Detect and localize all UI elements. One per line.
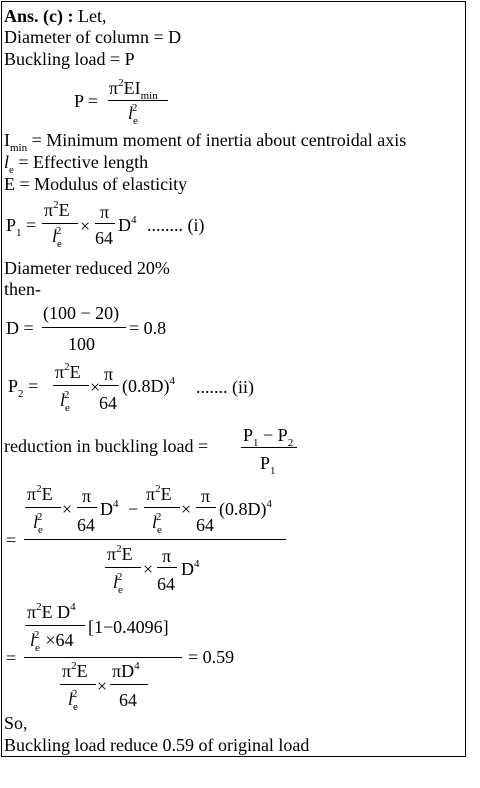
e: E — [69, 362, 81, 382]
l: l — [68, 689, 74, 709]
pi: π — [27, 484, 37, 504]
times-sign: × — [90, 377, 101, 397]
sub: 2 — [18, 388, 24, 400]
l-symbol: l — [128, 103, 134, 123]
n-pi2e-b — [146, 484, 172, 507]
d-numerator: (100 − 20) — [43, 303, 120, 323]
times-64: ×64 — [45, 630, 74, 650]
sup: 2 — [71, 688, 78, 700]
fraction-bar — [144, 507, 180, 508]
pi: π — [82, 486, 92, 506]
p-symbol: P — [6, 215, 17, 235]
pi: π — [146, 484, 156, 504]
minus: − — [263, 425, 274, 445]
conclusion-line: Buckling load reduce 0.59 of original load — [4, 735, 310, 755]
imin-line — [4, 130, 406, 153]
min-sub: min — [140, 90, 158, 102]
sixty-four: 64 — [77, 515, 95, 535]
d: D — [181, 559, 194, 579]
fraction-bar — [157, 567, 177, 568]
l-symbol: l — [4, 152, 10, 172]
final-result: = 0.59 — [188, 647, 235, 667]
pi: π — [62, 661, 72, 681]
equals: = — [26, 215, 37, 235]
d: D — [100, 499, 113, 519]
pi: π — [107, 544, 117, 564]
fraction-bar — [42, 223, 78, 224]
pi: π — [27, 602, 37, 622]
sub: e — [38, 524, 43, 536]
fraction-bar — [42, 327, 126, 328]
let-text: Let, — [73, 6, 107, 26]
sup: 2 — [155, 483, 161, 495]
sup: 2 — [33, 629, 40, 641]
fraction-bar — [108, 100, 168, 101]
times: × — [62, 499, 73, 519]
p: P — [243, 425, 254, 445]
p: P — [8, 376, 19, 396]
sup: 4 — [194, 558, 200, 570]
sup: 2 — [116, 571, 123, 583]
answer-heading — [4, 6, 107, 26]
sup: 4 — [169, 375, 175, 387]
point-eight-d4 — [219, 499, 272, 522]
sub: e — [133, 115, 138, 127]
d-pi2e — [62, 661, 88, 684]
equation-i-label: ........ (i) — [147, 215, 205, 235]
sup: 2 — [64, 361, 70, 373]
sup: 4 — [131, 214, 137, 226]
l: l — [52, 226, 58, 246]
ei-text: EI — [123, 78, 141, 98]
le-definition: = Effective length — [18, 152, 149, 172]
sub: e — [73, 701, 78, 713]
fraction-bar — [25, 507, 61, 508]
pi: π — [55, 362, 65, 382]
e: E — [121, 544, 133, 564]
fraction-bar — [241, 447, 297, 448]
sixty-four: 64 — [119, 690, 137, 710]
sup: 2 — [55, 225, 62, 237]
l: l — [60, 390, 66, 410]
sup: 2 — [118, 77, 124, 89]
sup: 4 — [70, 601, 76, 613]
fraction-bar — [95, 223, 115, 224]
bracket-term: [1−0.4096] — [88, 617, 169, 637]
sup: 4 — [113, 498, 119, 510]
pi: π — [100, 202, 110, 222]
p-equals: P = — [74, 91, 98, 111]
l: l — [30, 630, 36, 650]
sup: 2 — [36, 483, 42, 495]
main-fraction-bar — [24, 539, 286, 540]
sixty-four: 64 — [95, 228, 113, 248]
d-result: = 0.8 — [129, 318, 167, 338]
sub: 1 — [253, 437, 259, 449]
e: E — [76, 661, 88, 681]
times-sign: × — [80, 216, 91, 236]
sup: 2 — [116, 543, 122, 555]
sixty-four: 64 — [196, 515, 214, 535]
p1-num — [44, 200, 70, 223]
times: × — [181, 499, 192, 519]
sup: 2 — [155, 511, 162, 523]
p: P — [277, 425, 288, 445]
equals: = — [6, 648, 17, 668]
d-le2 — [113, 572, 128, 595]
fraction-bar — [25, 625, 85, 626]
sup: 2 — [63, 389, 70, 401]
d-denominator: 100 — [68, 334, 95, 354]
times: × — [143, 559, 154, 579]
sup: 2 — [36, 511, 43, 523]
sub: e — [57, 238, 62, 250]
e-line: E = Modulus of elasticity — [4, 174, 188, 194]
pi: π — [44, 200, 54, 220]
n-le2-b — [152, 512, 167, 535]
so-line: So, — [4, 713, 28, 733]
equation-ii-label: ....... (ii) — [196, 377, 254, 397]
sup: 2 — [36, 601, 42, 613]
d4 — [181, 559, 200, 582]
fraction-bar — [53, 385, 89, 386]
le-line — [4, 152, 148, 175]
d: D — [118, 215, 131, 235]
buckling-line: Buckling load = P — [4, 49, 135, 69]
p2-num — [55, 362, 81, 385]
sup: 2 — [131, 102, 138, 114]
l: l — [113, 572, 119, 592]
main-fraction-bar — [24, 657, 182, 658]
sup: 2 — [53, 199, 59, 211]
l: l — [152, 512, 158, 532]
point-eight-d: (0.8D) — [219, 499, 267, 519]
formula-p-denominator — [128, 103, 143, 126]
reduction-numerator — [243, 425, 293, 448]
sixty-four: 64 — [99, 393, 117, 413]
answer-label: Ans. (c) : — [4, 6, 74, 26]
p2-label — [8, 376, 38, 399]
fraction-bar — [60, 684, 96, 685]
pi-d4 — [112, 661, 140, 684]
equals: = — [6, 530, 17, 550]
pid: πD — [112, 661, 135, 681]
reduced-line: Diameter reduced 20% — [4, 258, 170, 278]
pi: π — [201, 486, 211, 506]
equals: = — [28, 376, 39, 396]
e: E — [41, 484, 53, 504]
fraction-bar — [196, 507, 216, 508]
sixty-four: 64 — [157, 574, 175, 594]
d-equals: D = — [6, 318, 34, 338]
p2-den — [60, 390, 75, 413]
i-symbol: I — [4, 130, 10, 150]
diameter-line: Diameter of column = D — [4, 27, 182, 47]
imin-definition: = Minimum moment of inertia about centroidal axis — [31, 130, 407, 150]
pi: π — [104, 364, 114, 384]
reduction-denominator — [260, 453, 276, 476]
sup: 2 — [71, 660, 77, 672]
p1-label — [6, 215, 36, 238]
minus: − — [128, 499, 139, 519]
times: × — [97, 676, 108, 696]
fraction-bar — [77, 507, 97, 508]
p: P — [260, 453, 271, 473]
n-le2-a — [33, 512, 48, 535]
sub: 1 — [270, 465, 276, 477]
n-le2x64 — [30, 630, 74, 653]
fraction-bar — [110, 684, 148, 685]
ed: E D — [41, 602, 71, 622]
fraction-bar — [99, 385, 119, 386]
sub: e — [9, 164, 14, 176]
n-pi2ed4 — [27, 602, 76, 625]
pi: π — [162, 546, 172, 566]
sup: 4 — [134, 660, 140, 672]
sub: e — [157, 524, 162, 536]
formula-p-numerator — [109, 78, 158, 101]
sub: min — [10, 142, 28, 154]
e: E — [160, 484, 172, 504]
sub: e — [35, 642, 40, 654]
pi-symbol: π — [109, 78, 119, 98]
e: E — [58, 200, 70, 220]
d-le2 — [68, 689, 83, 712]
point-eight-d: (0.8D) — [122, 376, 170, 396]
sub: 2 — [287, 437, 294, 449]
fraction-bar — [105, 567, 141, 568]
sub: 1 — [16, 227, 22, 239]
d-power — [118, 215, 137, 238]
reduction-line: reduction in buckling load = — [4, 436, 209, 456]
d-pi2e — [107, 544, 133, 567]
sup: 4 — [266, 498, 272, 510]
sub: e — [118, 584, 123, 596]
p1-den — [52, 226, 67, 249]
l: l — [33, 512, 39, 532]
sub: e — [65, 402, 70, 414]
then-line: then- — [4, 279, 41, 299]
d4 — [100, 499, 119, 522]
n-pi2e-a — [27, 484, 53, 507]
point-eight-d-power — [122, 376, 175, 399]
